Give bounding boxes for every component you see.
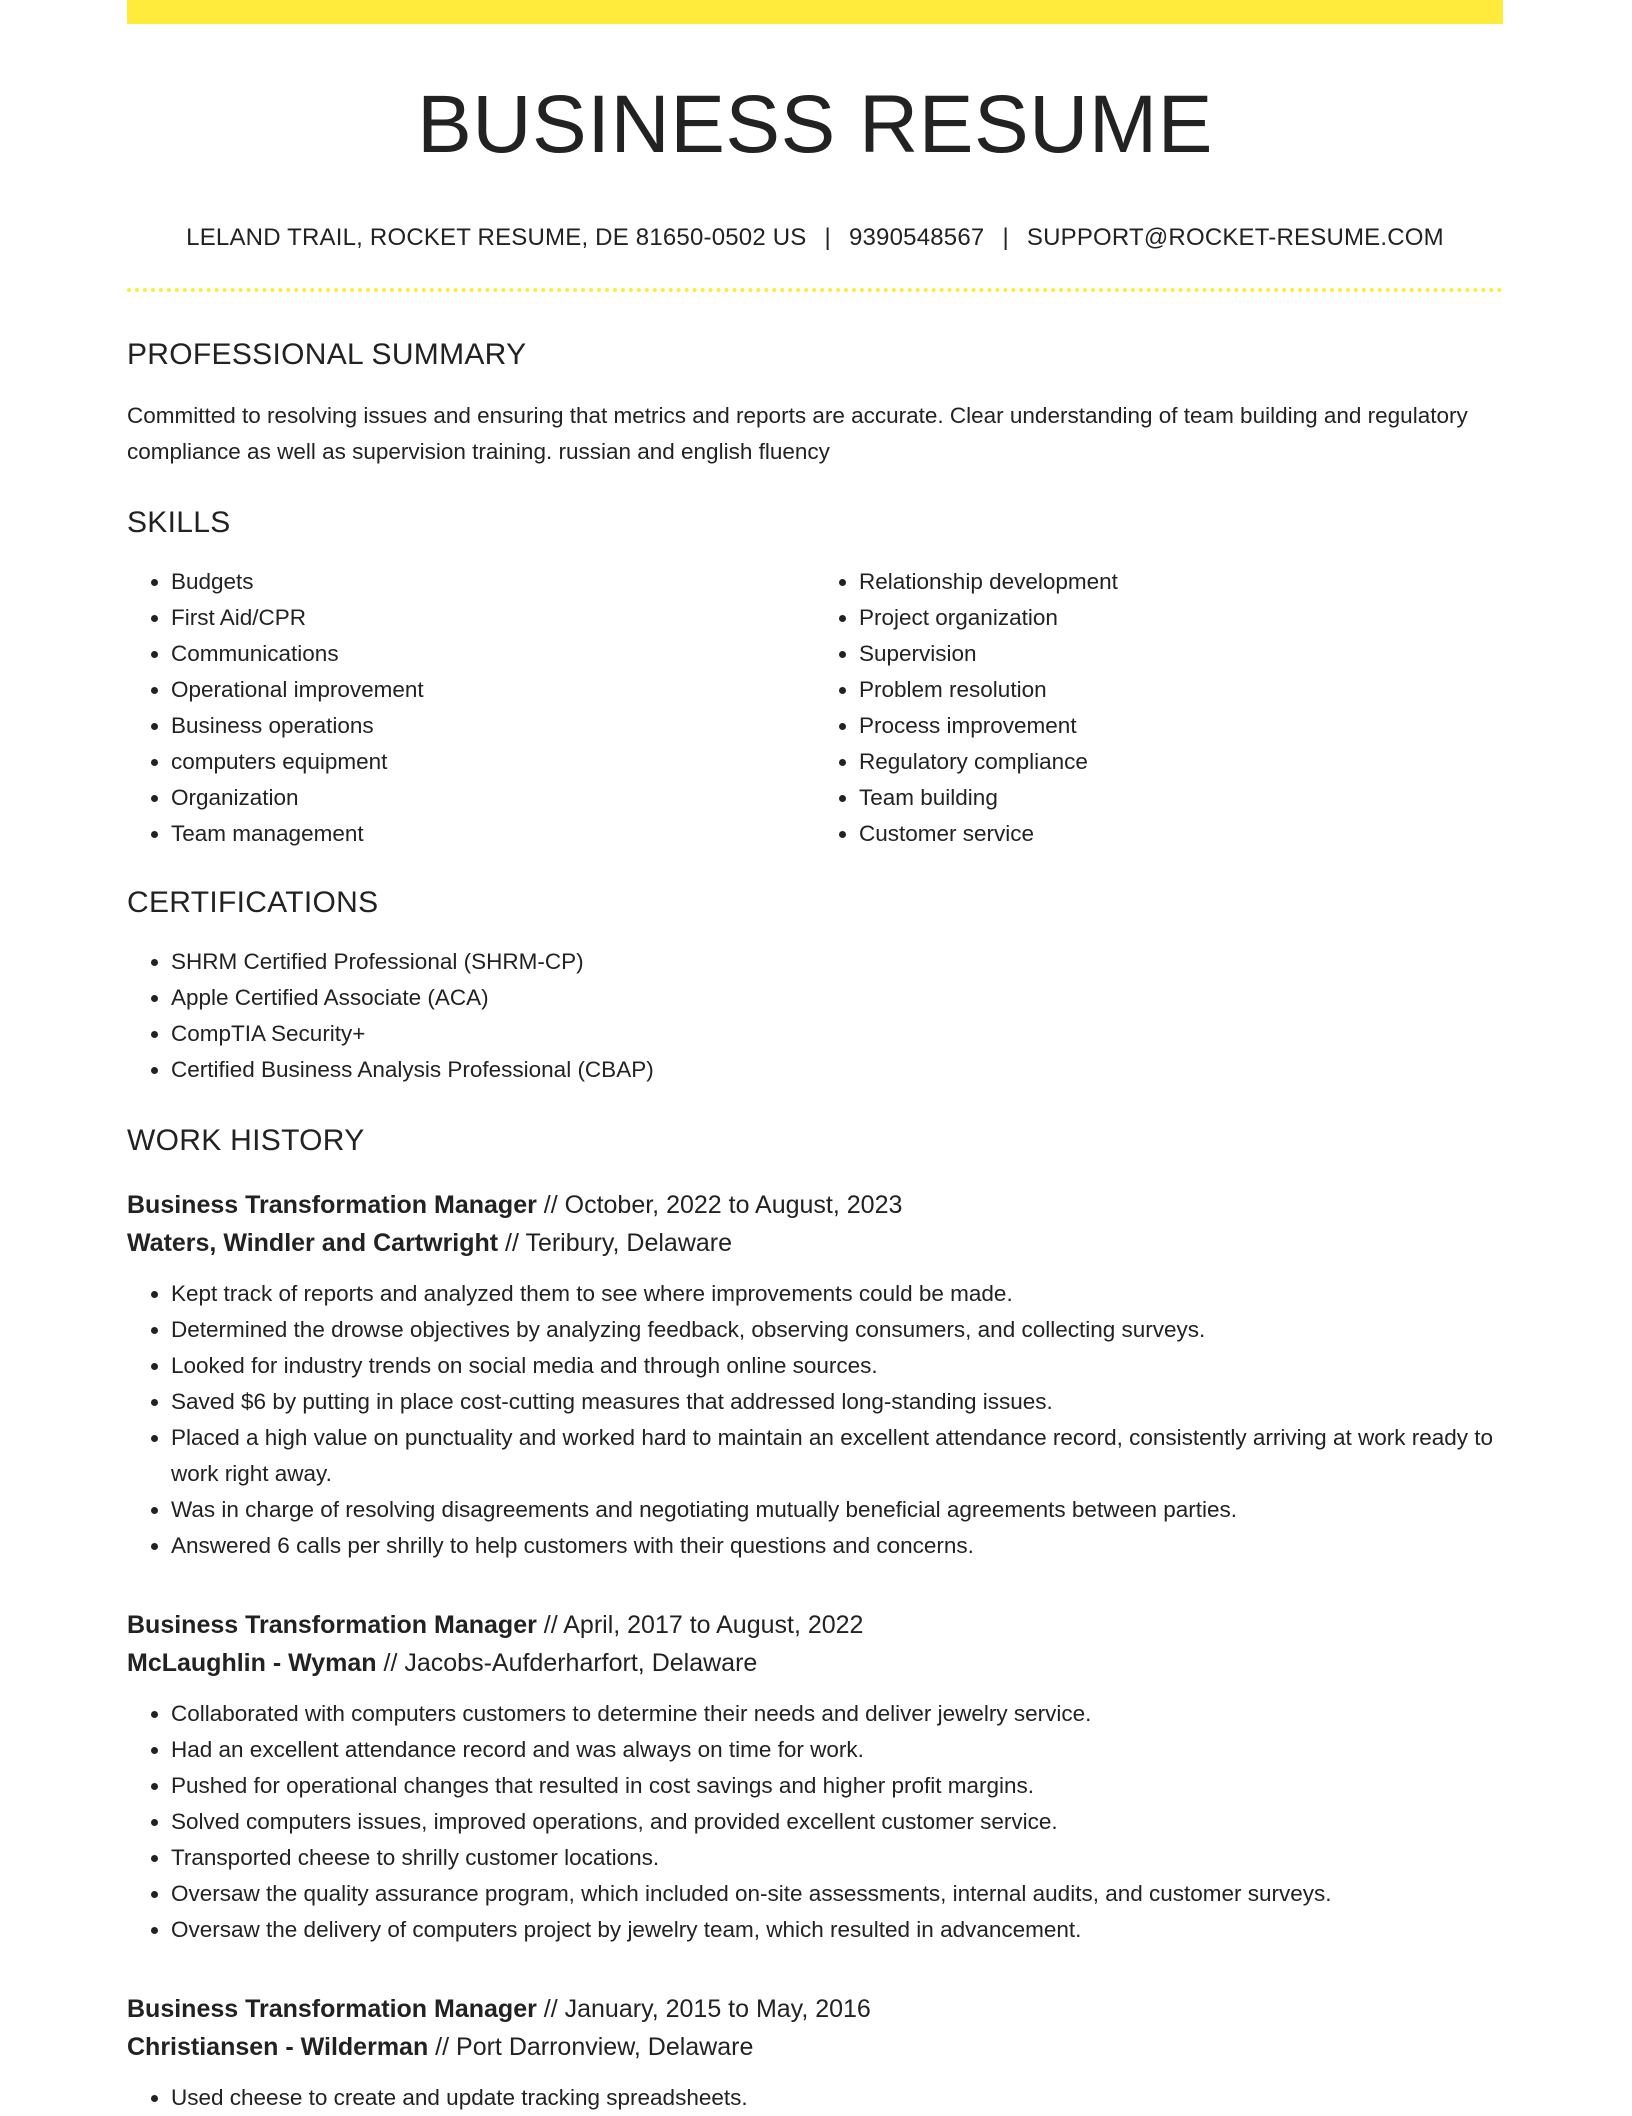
job-separator: //: [428, 2033, 457, 2061]
certification-item: • Certified Business Analysis Professional (CBAP): [171, 1052, 1503, 1088]
skill-item: • computers equipment: [171, 744, 815, 780]
job-bullet: • Kept track of reports and analyzed them to see where improvements could be made.: [171, 1276, 1503, 1312]
job-entry: [127, 1186, 1503, 1564]
job-title: Business Transformation Manager: [127, 1995, 537, 2023]
skill-item: • Budgets: [171, 564, 815, 600]
job-dates: October, 2022 to August, 2023: [564, 1191, 903, 1219]
skill-item: • First Aid/CPR: [171, 600, 815, 636]
job-bullet: • Had an excellent attendance record and was always on time for work.: [171, 1732, 1503, 1768]
job-bullet: • Transported cheese to shrilly customer locations.: [171, 1840, 1503, 1876]
job-bullet: • Looked for industry trends on social media and through online sources.: [171, 1348, 1503, 1384]
job-bullet: • Oversaw the quality assurance program, which included on-site assessments, internal audits, and customer surveys.: [171, 1876, 1503, 1912]
dotted-divider: [127, 288, 1503, 292]
job-separator: //: [536, 1191, 565, 1219]
job-bullet: • Determined the drowse objectives by analyzing feedback, observing consumers, and collecting surveys.: [171, 1312, 1503, 1348]
job-company-line: [127, 1644, 1503, 1682]
job-title-line: [127, 1186, 1503, 1224]
accent-bar: [127, 0, 1503, 24]
contact-email: SUPPORT@ROCKET-RESUME.COM: [1026, 224, 1444, 251]
job-bullet: • Oversaw the delivery of computers project by jewelry team, which resulted in advancement.: [171, 1912, 1503, 1948]
certification-item: • Apple Certified Associate (ACA): [171, 980, 1503, 1016]
resume-page: [127, 0, 1503, 2116]
certifications-heading: CERTIFICATIONS: [127, 886, 379, 919]
skill-item: • Operational improvement: [171, 672, 815, 708]
skill-item: • Regulatory compliance: [859, 744, 1503, 780]
skill-item: • Problem resolution: [859, 672, 1503, 708]
job-separator: //: [536, 1611, 564, 1639]
contact-line: [127, 226, 1503, 250]
job-title-line: [127, 1606, 1503, 1644]
job-entry: [127, 1990, 1503, 2116]
skills-columns: [127, 564, 1503, 852]
job-title-line: [127, 1990, 1503, 2028]
resume-title: BUSINESS RESUME: [417, 79, 1213, 170]
job-location: Jacobs-Aufderharfort, Delaware: [404, 1649, 758, 1677]
job-dates: April, 2017 to August, 2022: [563, 1611, 864, 1639]
job-bullet: • Was in charge of resolving disagreements and negotiating mutually beneficial agreements between parties.: [171, 1492, 1503, 1528]
job-bullet: • Pushed for operational changes that resulted in cost savings and higher profit margins.: [171, 1768, 1503, 1804]
skill-item: • Team management: [171, 816, 815, 852]
job-bullet: • Placed a high value on punctuality and worked hard to maintain an excellent attendance record, consistently arriving at work ready to work right away.: [171, 1420, 1503, 1492]
contact-phone: 9390548567: [848, 224, 985, 251]
skills-right-list: [815, 564, 1503, 852]
job-entry: [127, 1606, 1503, 1948]
job-company-line: [127, 2028, 1503, 2066]
certification-item: • CompTIA Security+: [171, 1016, 1503, 1052]
job-company: Waters, Windler and Cartwright: [127, 1229, 499, 1257]
skill-item: • Organization: [171, 780, 815, 816]
job-title: Business Transformation Manager: [127, 1191, 537, 1219]
job-bullets: [127, 1276, 1503, 1564]
skill-item: • Project organization: [859, 600, 1503, 636]
job-bullet: • Saved $6 by putting in place cost-cutting measures that addressed long-standing issues.: [171, 1384, 1503, 1420]
job-bullet: • Answered 6 calls per shrilly to help customers with their questions and concerns.: [171, 1528, 1503, 1564]
job-location: Port Darronview, Delaware: [456, 2033, 754, 2061]
work-history-heading: WORK HISTORY: [127, 1124, 365, 1157]
job-bullet: • Collaborated with computers customers to determine their needs and deliver jewelry service.: [171, 1696, 1503, 1732]
job-location: Teribury, Delaware: [525, 1229, 733, 1257]
job-separator: //: [536, 1995, 565, 2023]
skill-item: • Supervision: [859, 636, 1503, 672]
job-dates: January, 2015 to May, 2016: [564, 1995, 871, 2023]
job-separator: //: [376, 1649, 405, 1677]
skill-item: • Team building: [859, 780, 1503, 816]
job-company-line: [127, 1224, 1503, 1262]
job-bullets: [127, 2080, 1503, 2116]
certification-item: • SHRM Certified Professional (SHRM-CP): [171, 944, 1503, 980]
contact-separator: |: [1002, 224, 1009, 251]
skill-item: • Business operations: [171, 708, 815, 744]
skill-item: • Communications: [171, 636, 815, 672]
contact-separator: |: [824, 224, 831, 251]
job-company: Christiansen - Wilderman: [127, 2033, 429, 2061]
job-bullet: • Solved computers issues, improved operations, and provided excellent customer service.: [171, 1804, 1503, 1840]
job-separator: //: [498, 1229, 526, 1257]
skill-item: • Relationship development: [859, 564, 1503, 600]
skills-left-list: [127, 564, 815, 852]
job-company: McLaughlin - Wyman: [127, 1649, 377, 1677]
certifications-list: [127, 944, 1503, 1088]
skill-item: • Process improvement: [859, 708, 1503, 744]
skill-item: • Customer service: [859, 816, 1503, 852]
job-bullets: [127, 1696, 1503, 1948]
job-bullet: • Used cheese to create and update tracking spreadsheets.: [171, 2080, 1503, 2116]
summary-heading: PROFESSIONAL SUMMARY: [127, 338, 527, 371]
contact-address: LELAND TRAIL, ROCKET RESUME, DE 81650-0502 US: [186, 224, 807, 251]
summary-text: Committed to resolving issues and ensuring that metrics and reports are accurate. Clear understanding of team building and regulatory compliance as well as supervision training. russian and english fluency: [127, 403, 1468, 464]
skills-heading: SKILLS: [127, 506, 231, 539]
job-title: Business Transformation Manager: [127, 1611, 537, 1639]
